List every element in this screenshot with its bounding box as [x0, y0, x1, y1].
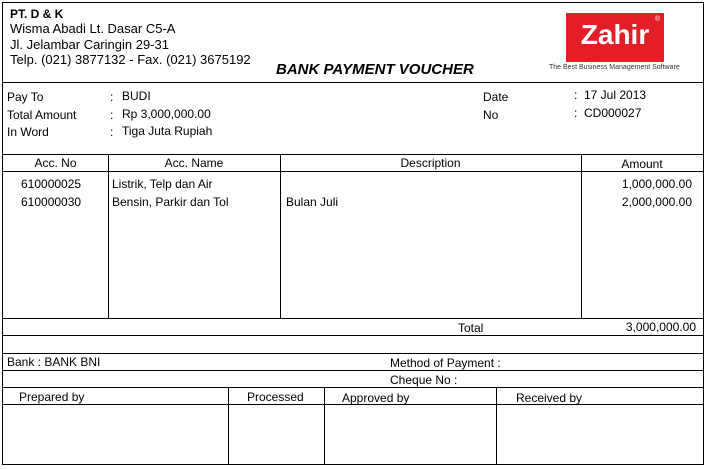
logo-tagline: The Best Business Management Software — [549, 64, 680, 71]
voucher-title: BANK PAYMENT VOUCHER — [276, 61, 474, 78]
pay-to-label: Pay To — [7, 90, 44, 104]
method-bottom-border — [3, 370, 703, 371]
row-1-acc-no: 610000025 — [21, 177, 82, 191]
sig-divider-2 — [324, 387, 325, 465]
row-2-amount: 2,000,000.00 — [621, 195, 692, 209]
no-label: No — [483, 108, 499, 122]
row-2-description: Bulan Juli — [286, 195, 339, 209]
cheque-bottom-border — [3, 387, 703, 388]
row-2-acc-name: Bensin, Parkir dan Tol — [112, 195, 229, 209]
company-name: PT. D & K — [10, 7, 64, 21]
method-of-payment-label: Method of Payment : — [390, 356, 501, 370]
header-amount: Amount — [621, 157, 663, 171]
header-divider — [3, 82, 703, 83]
logo-text: Zahir — [580, 19, 650, 50]
col-divider-description — [280, 154, 281, 318]
received-by-label: Received by — [516, 391, 583, 405]
company-address-1: Wisma Abadi Lt. Dasar C5-A — [10, 21, 176, 36]
bank-label: Bank : BANK BNI — [7, 355, 101, 369]
total-amount-label: Total Amount — [7, 108, 77, 122]
pay-to-value: BUDI — [122, 89, 151, 103]
header-description: Description — [400, 156, 461, 170]
total-amount-value: Rp 3,000,000.00 — [122, 107, 211, 121]
bank-top-border — [3, 353, 703, 354]
header-acc-no: Acc. No — [34, 156, 77, 170]
cheque-no-label: Cheque No : — [390, 373, 458, 387]
logo-registered-mark: ® — [654, 16, 660, 23]
row-1-amount: 1,000,000.00 — [621, 177, 692, 191]
date-colon: : — [574, 88, 578, 102]
row-1-acc-name: Listrik, Telp dan Air — [112, 177, 213, 191]
table-body-bottom-border — [3, 318, 703, 319]
col-divider-acc-name — [108, 154, 109, 318]
in-word-colon: : — [110, 125, 114, 139]
pay-to-colon: : — [110, 90, 114, 104]
no-colon: : — [574, 106, 578, 120]
processed-label: Processed — [247, 390, 304, 404]
total-label: Total — [458, 321, 484, 335]
row-2-acc-no: 610000030 — [21, 195, 82, 209]
total-value: 3,000,000.00 — [625, 320, 696, 334]
sig-divider-1 — [228, 387, 229, 465]
no-value: CD000027 — [584, 106, 642, 120]
approved-by-label: Approved by — [342, 391, 410, 405]
total-amount-colon: : — [110, 108, 114, 122]
date-label: Date — [483, 90, 509, 104]
prepared-by-label: Prepared by — [19, 390, 85, 404]
sig-divider-3 — [496, 387, 497, 465]
in-word-label: In Word — [7, 125, 49, 139]
company-address-2: Jl. Jelambar Caringin 29-31 — [10, 37, 169, 52]
header-acc-name: Acc. Name — [164, 156, 224, 170]
zahir-logo — [566, 13, 664, 62]
company-phone: Telp. (021) 3877132 - Fax. (021) 3675192 — [10, 52, 251, 67]
date-value: 17 Jul 2013 — [584, 88, 647, 102]
total-bottom-border — [3, 335, 703, 336]
in-word-value: Tiga Juta Rupiah — [122, 124, 213, 138]
